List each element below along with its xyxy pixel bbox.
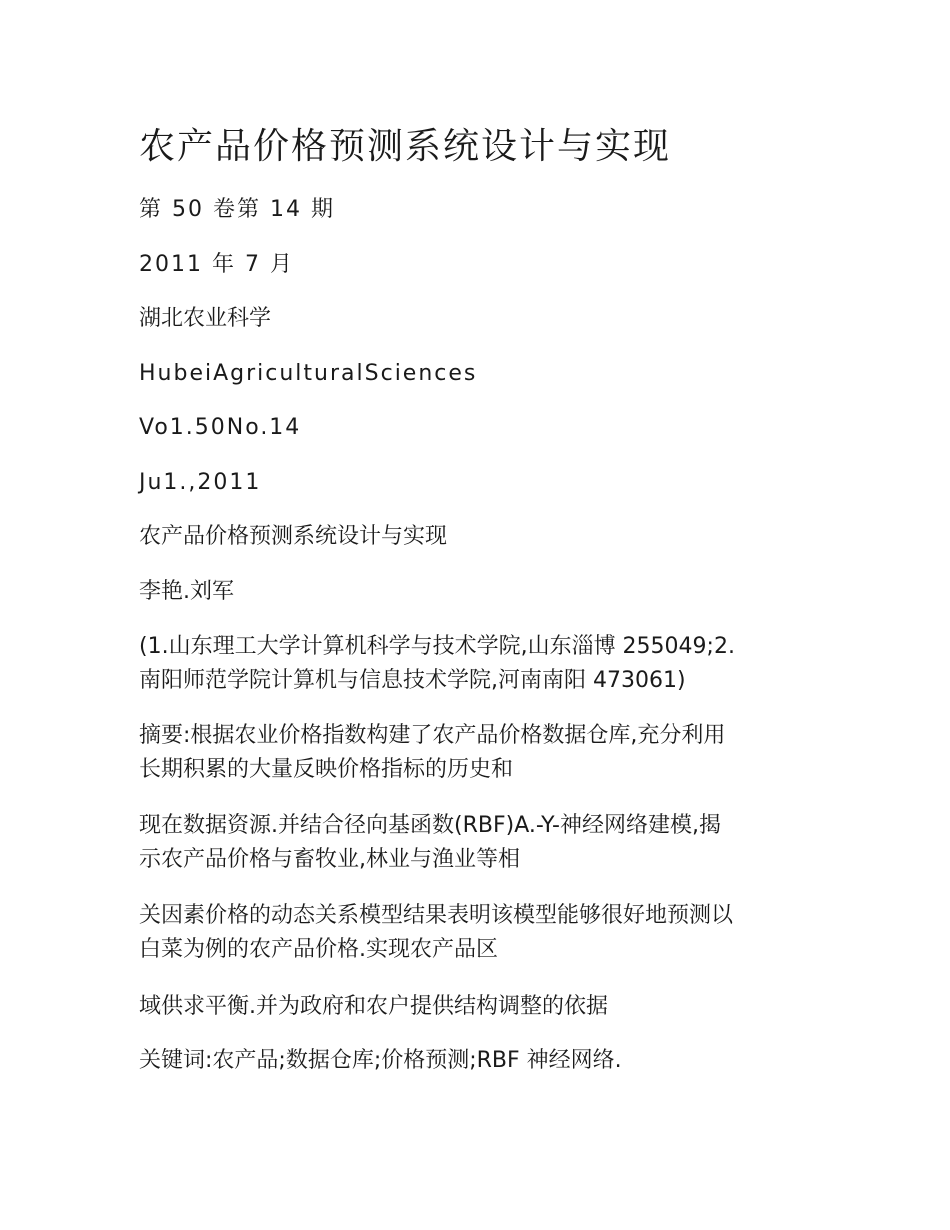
abstract-paragraph: 域供求平衡.并为政府和农户提供结构调整的依据	[139, 994, 608, 1019]
keywords: 关键词:农产品;数据仓库;价格预测;RBF 神经网络.	[139, 1048, 622, 1073]
abstract-paragraph	[139, 809, 809, 877]
abstract-line: 关因素价格的动态关系模型结果表明该模型能够很好地预测以	[139, 903, 734, 928]
affiliation-line: (1.山东理工大学计算机科学与技术学院,山东淄博 255049;2.	[139, 634, 735, 659]
abstract-line: 长期积累的大量反映价格指标的历史和	[139, 757, 514, 782]
abstract-line: 示农产品价格与畜牧业,林业与渔业等相	[139, 847, 520, 872]
document-title: 农产品价格预测系统设计与实现	[139, 126, 672, 167]
date-en: Ju1.,2011	[139, 470, 262, 495]
publication-date: 2011 年 7 月	[139, 252, 294, 277]
affiliation	[139, 630, 809, 698]
abstract-line: 现在数据资源.并结合径向基函数(RBF)A.-Y-神经网络建模,揭	[139, 813, 721, 838]
article-title: 农产品价格预测系统设计与实现	[139, 524, 448, 549]
abstract-line: 白菜为例的农产品价格.实现农产品区	[139, 937, 498, 962]
authors: 李艳.刘军	[139, 579, 234, 604]
abstract-paragraph	[139, 899, 809, 967]
abstract-paragraph	[139, 719, 809, 787]
journal-name-cn: 湖北农业科学	[139, 306, 272, 331]
journal-name-en: HubeiAgriculturalSciences	[139, 361, 478, 386]
affiliation-line: 南阳师范学院计算机与信息技术学院,河南南阳 473061)	[139, 668, 686, 693]
abstract-line: 摘要:根据农业价格指数构建了农产品价格数据仓库,充分利用	[139, 723, 726, 748]
volume-issue: 第 50 卷第 14 期	[139, 197, 335, 222]
volume-number-en: Vo1.50No.14	[139, 415, 302, 440]
